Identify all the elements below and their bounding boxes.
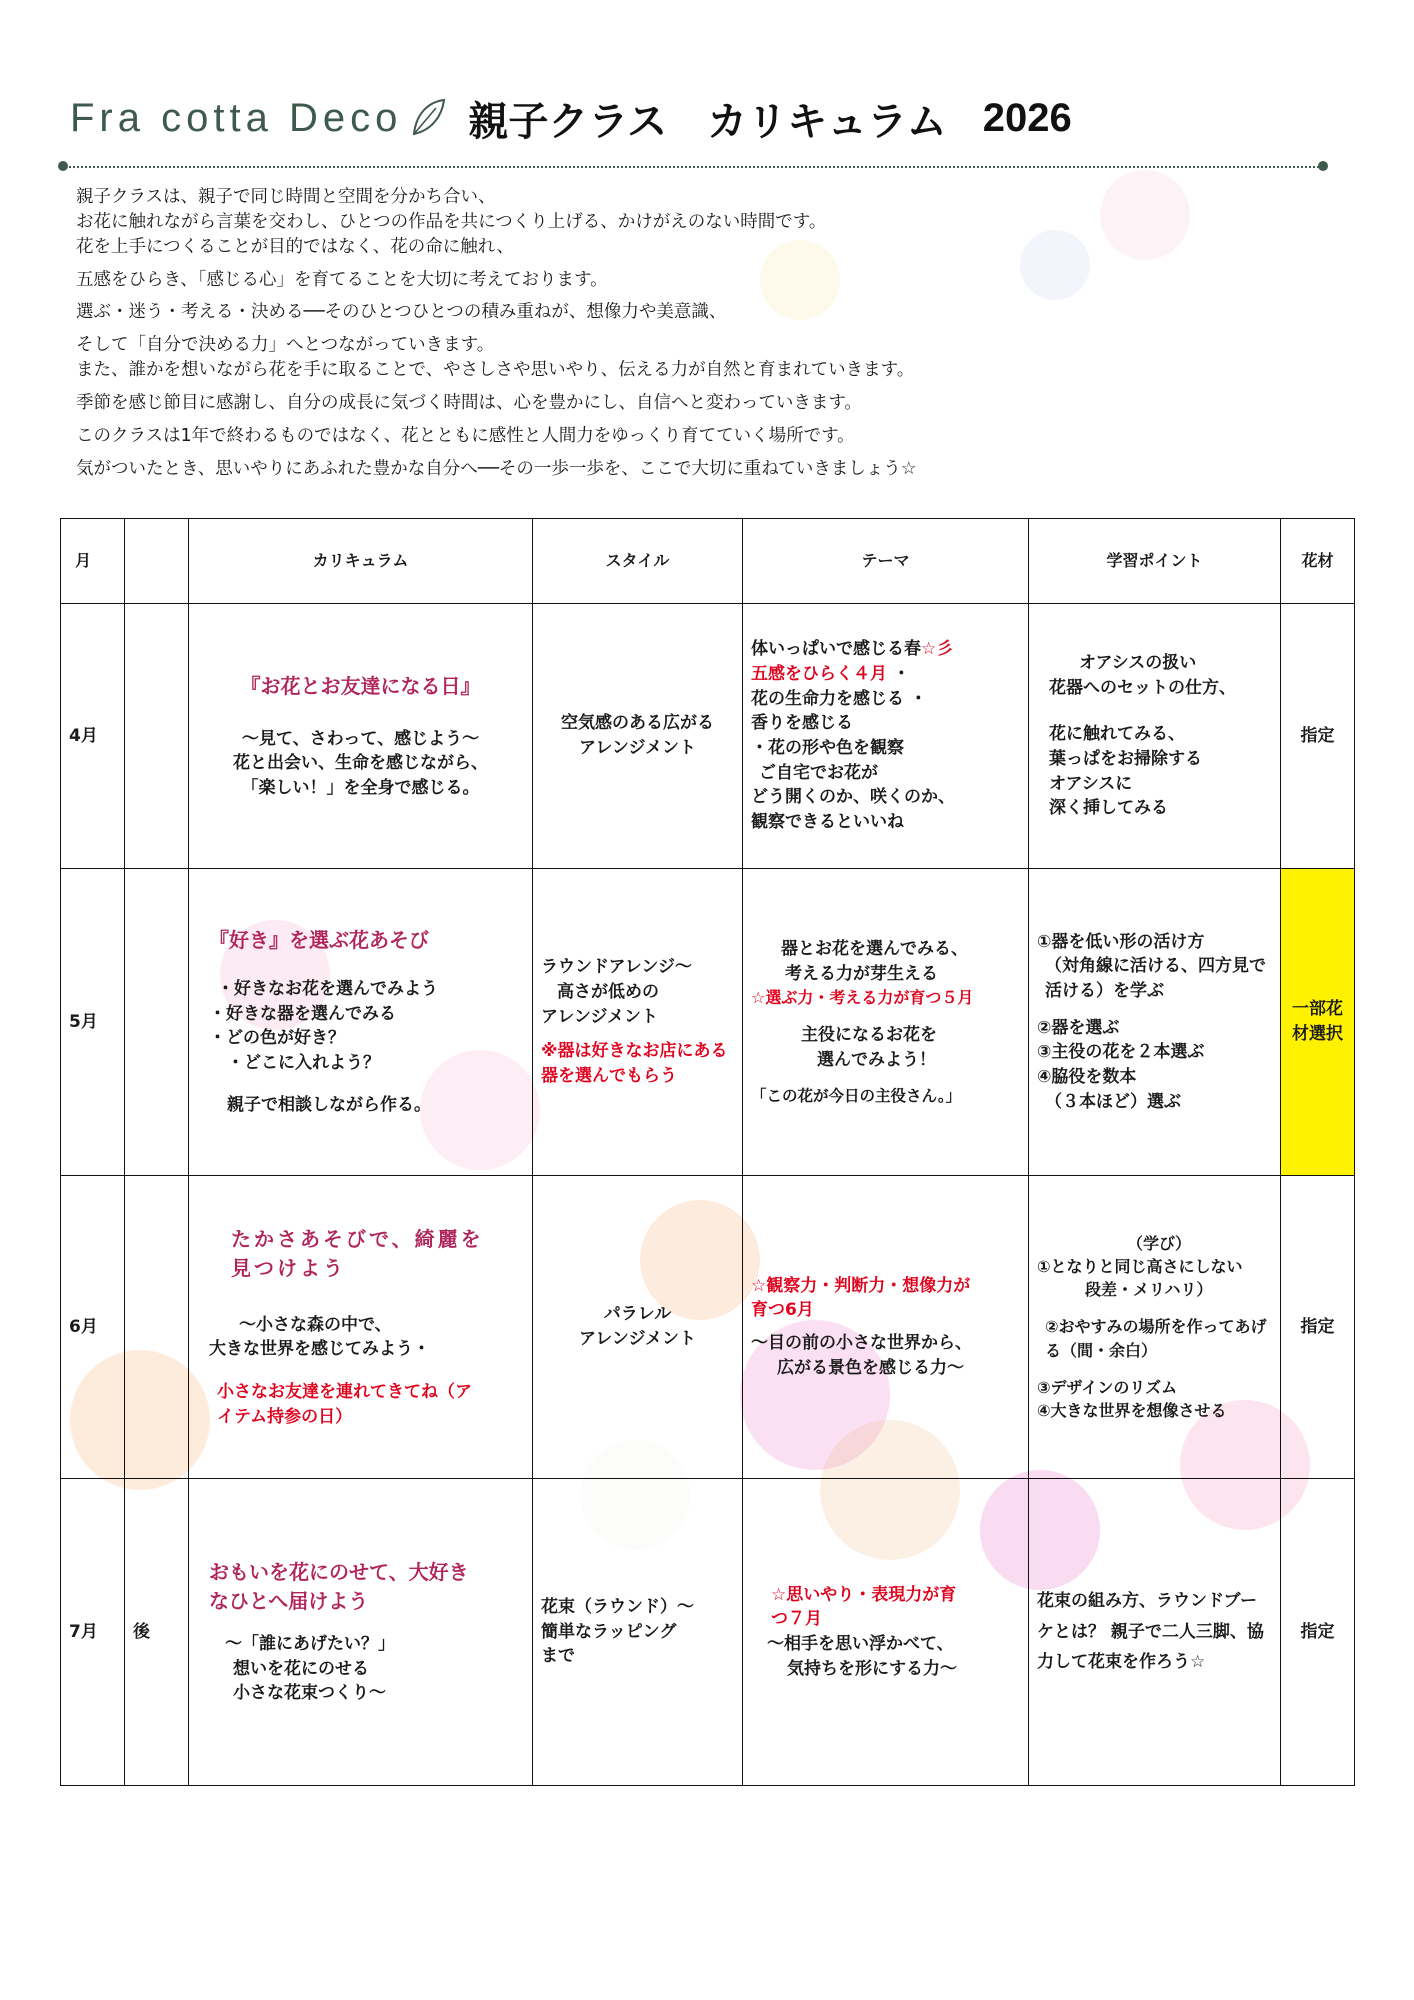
intro-line: 気がついたとき、思いやりにあふれた豊かな自分へ──その一歩一歩を、ここで大切に重ねていきましょう☆ bbox=[76, 458, 917, 479]
theme-line: 〜相手を思い浮かべて、 bbox=[767, 1634, 954, 1654]
curriculum-line: 〜「誰にあげたい？」 bbox=[225, 1634, 395, 1655]
points-line: 花器へのセットの仕方、 bbox=[1049, 677, 1236, 698]
table-row bbox=[61, 604, 1355, 869]
curriculum-line: 親子で相談しながら作る。 bbox=[227, 1095, 431, 1116]
header-curriculum: カリキュラム bbox=[189, 519, 533, 604]
style-cell bbox=[533, 869, 743, 1176]
style-cell bbox=[533, 604, 743, 869]
curriculum-line: 〜小さな森の中で、 bbox=[239, 1314, 392, 1335]
half-cell bbox=[125, 1176, 189, 1479]
curriculum-line: 小さな花束つくり〜 bbox=[233, 1683, 386, 1704]
points-line: 花に触れてみる、 bbox=[1049, 724, 1185, 745]
points-line: ③主役の花を２本選ぶ bbox=[1037, 1042, 1205, 1063]
curriculum-highlight: 小さなお友達を連れてきてね（アイテム持参の日） bbox=[217, 1382, 472, 1427]
table-header-row bbox=[61, 519, 1355, 604]
intro-line: また、誰かを想いながら花を手に取ることで、やさしさや思いやり、伝える力が自然と育まれていきます。 bbox=[76, 360, 915, 381]
points-line: 深く挿してみる bbox=[1049, 798, 1168, 819]
points-line: 花束の組み方、ラウンドブーケとは？ 親子で二人三脚、協力して花束を作ろう☆ bbox=[1037, 1591, 1264, 1673]
style-line: 簡単なラッピング bbox=[541, 1621, 677, 1642]
intro-line: 親子クラスは、親子で同じ時間と空間を分かち合い、 bbox=[76, 187, 496, 207]
header-blank bbox=[125, 519, 189, 604]
curriculum-line: ・好きな器を選んでみる bbox=[209, 1003, 396, 1024]
month-cell: 4月 bbox=[61, 604, 125, 869]
theme-highlight: ☆選ぶ力・考える力が育つ５月 bbox=[751, 988, 974, 1008]
curriculum-line: 花と出会い、生命を感じながら、 bbox=[233, 753, 488, 774]
points-line: （学び） bbox=[1127, 1233, 1192, 1253]
points-line: ①となりと同じ高さにしない bbox=[1037, 1257, 1243, 1277]
month-cell: 7月 bbox=[61, 1479, 125, 1786]
table-row bbox=[61, 1176, 1355, 1479]
theme-line bbox=[751, 662, 1020, 687]
points-line: 段差・メリハリ） bbox=[1085, 1280, 1213, 1300]
points-line: ①器を低い形の活け方 bbox=[1037, 931, 1205, 952]
points-line: ③デザインのリズム bbox=[1037, 1377, 1178, 1397]
style-note: ※器は好きなお店にある器を選んでもらう bbox=[541, 1041, 728, 1086]
curriculum-title: 『好き』を選ぶ花あそび bbox=[209, 927, 429, 952]
theme-line: ・花の形や色を観察 bbox=[751, 738, 904, 758]
header-month: 月 bbox=[61, 519, 125, 604]
intro-line: 花を上手につくることが目的ではなく、花の命に触れ、 bbox=[76, 236, 514, 257]
curriculum-title: おもいを花にのせて、大好きなひとへ届けよう bbox=[209, 1560, 469, 1614]
page-year: 2026 bbox=[982, 95, 1072, 140]
intro-line: 選ぶ・迷う・考える・決める──そのひとつひとつの積み重ねが、想像力や美意識、 bbox=[76, 302, 727, 323]
curriculum-table bbox=[60, 518, 1355, 1786]
points-line: ②器を選ぶ bbox=[1037, 1017, 1120, 1038]
intro-line: 五感をひらき、「感じる心」を育てることを大切に考えております。 bbox=[76, 269, 608, 290]
header-points: 学習ポイント bbox=[1029, 519, 1281, 604]
theme-cell bbox=[743, 604, 1029, 869]
points-cell bbox=[1029, 604, 1281, 869]
theme-line: 観察できるといいね bbox=[751, 811, 904, 832]
points-cell bbox=[1029, 869, 1281, 1176]
curriculum-cell bbox=[189, 1176, 533, 1479]
curriculum-line: ・どの色が好き？ bbox=[209, 1028, 345, 1049]
intro-line: お花に触れながら言葉を交わし、ひとつの作品を共につくり上げる、かけがえのない時間です。 bbox=[76, 211, 827, 232]
points-cell bbox=[1029, 1176, 1281, 1479]
theme-line: 器とお花を選んでみる、 bbox=[781, 938, 968, 959]
half-cell: 後 bbox=[125, 1479, 189, 1786]
header-divider bbox=[62, 166, 1322, 168]
curriculum-line bbox=[209, 1075, 524, 1093]
theme-line: 選んでみよう！ bbox=[817, 1050, 936, 1070]
material-cell-highlight: 一部花材選択 bbox=[1281, 869, 1355, 1176]
theme-line bbox=[751, 637, 1020, 662]
curriculum-line: 「楽しい！」を全身で感じる。 bbox=[241, 777, 480, 798]
intro-line: そして「自分で決める力」へとつながっていきます。 bbox=[76, 335, 495, 356]
theme-line: 花の生命力を感じる ・ bbox=[751, 688, 927, 709]
page-header bbox=[70, 88, 1072, 148]
month-cell: 6月 bbox=[61, 1176, 125, 1479]
style-line: アレンジメント bbox=[579, 738, 696, 758]
divider-dot bbox=[1318, 161, 1328, 171]
curriculum-cell bbox=[189, 604, 533, 869]
style-line: ラウンドアレンジ〜 bbox=[541, 957, 692, 978]
points-line bbox=[1049, 700, 1272, 722]
style-line: まで bbox=[541, 1646, 575, 1667]
header-style: スタイル bbox=[533, 519, 743, 604]
points-line: オアシスに bbox=[1049, 773, 1133, 794]
half-cell bbox=[125, 604, 189, 869]
style-line: アレンジメント bbox=[579, 1329, 696, 1349]
theme-line: 考える力が芽生える bbox=[785, 963, 938, 984]
curriculum-line: 大きな世界を感じてみよう・ bbox=[209, 1339, 430, 1360]
style-line: 花束（ラウンド）〜 bbox=[541, 1597, 694, 1618]
points-line: （３本ほど）選ぶ bbox=[1045, 1091, 1181, 1112]
curriculum-line: 〜見て、さわって、感じよう〜 bbox=[241, 728, 480, 749]
theme-line: 広がる景色を感じる力〜 bbox=[777, 1357, 964, 1378]
curriculum-cell bbox=[189, 869, 533, 1176]
curriculum-line: ・好きなお花を選んでみよう bbox=[217, 978, 438, 999]
curriculum-line: ・どこに入れよう？ bbox=[227, 1052, 380, 1073]
table-row bbox=[61, 869, 1355, 1176]
points-line: オアシスの扱い bbox=[1079, 653, 1197, 674]
brand-logo: Fra cotta Deco bbox=[70, 95, 403, 140]
points-line: ④脇役を数本 bbox=[1037, 1066, 1137, 1087]
theme-cell bbox=[743, 869, 1029, 1176]
theme-line: 〜目の前の小さな世界から、 bbox=[751, 1333, 972, 1353]
points-line: （対角線に活ける、四方見で活ける）を学ぶ bbox=[1045, 956, 1266, 1002]
style-line: 高さが低めの bbox=[557, 982, 659, 1003]
points-line: ②おやすみの場所を作ってあげる（間・余白） bbox=[1045, 1317, 1267, 1360]
style-cell bbox=[533, 1479, 743, 1786]
intro-text bbox=[76, 185, 1326, 481]
style-line: 空気感のある広がる bbox=[561, 713, 714, 734]
style-line: パラレル bbox=[603, 1304, 672, 1325]
material-cell: 指定 bbox=[1281, 1479, 1355, 1786]
curriculum-title: 『お花とお友達になる日』 bbox=[240, 673, 481, 698]
header-theme: テーマ bbox=[743, 519, 1029, 604]
half-cell bbox=[125, 869, 189, 1176]
intro-line: このクラスは1年で終わるものではなく、花とともに感性と人間力をゆっくり育てていく場所です。 bbox=[76, 425, 855, 446]
leaf-icon bbox=[406, 96, 450, 140]
curriculum-title: たかさあそびで、綺麗を見つけよう bbox=[231, 1226, 484, 1280]
style-cell bbox=[533, 1176, 743, 1479]
points-cell bbox=[1029, 1479, 1281, 1786]
month-cell: 5月 bbox=[61, 869, 125, 1176]
theme-line: ご自宅でお花が bbox=[759, 762, 878, 783]
curriculum-line: 想いを花にのせる bbox=[233, 1658, 369, 1679]
theme-highlight: 五感をひらく４月 bbox=[751, 664, 887, 685]
table-row bbox=[61, 1479, 1355, 1786]
curriculum-cell bbox=[189, 1479, 533, 1786]
theme-line: 気持ちを形にする力〜 bbox=[787, 1658, 957, 1679]
theme-cell bbox=[743, 1479, 1029, 1786]
theme-top: 体いっぱいで感じる春 bbox=[751, 639, 921, 660]
theme-cell bbox=[743, 1176, 1029, 1479]
theme-highlight: ☆観察力・判断力・想像力が育つ6月 bbox=[751, 1275, 971, 1321]
points-line: ④大きな世界を想像させる bbox=[1037, 1400, 1227, 1420]
theme-line: 「この花が今日の主役さん。」 bbox=[751, 1086, 962, 1105]
material-cell: 指定 bbox=[1281, 604, 1355, 869]
theme-line: 香りを感じる bbox=[751, 713, 853, 734]
page-title: 親子クラス カリキュラム bbox=[468, 98, 947, 145]
theme-highlight: ☆思いやり・表現力が育つ７月 bbox=[771, 1584, 957, 1630]
theme-line: 主役になるお花を bbox=[801, 1025, 937, 1046]
points-line: 葉っぱをお掃除する bbox=[1049, 749, 1202, 769]
intro-line: 季節を感じ節目に感謝し、自分の成長に気づく時間は、心を豊かにし、自信へと変わっていきます。 bbox=[76, 392, 862, 413]
theme-top-star: ☆彡 bbox=[921, 639, 954, 660]
theme-line: どう開くのか、咲くのか、 bbox=[751, 787, 955, 808]
header-material: 花材 bbox=[1281, 519, 1355, 604]
style-line: アレンジメント bbox=[541, 1006, 658, 1027]
material-cell: 指定 bbox=[1281, 1176, 1355, 1479]
theme-dot: ・ bbox=[892, 664, 910, 685]
